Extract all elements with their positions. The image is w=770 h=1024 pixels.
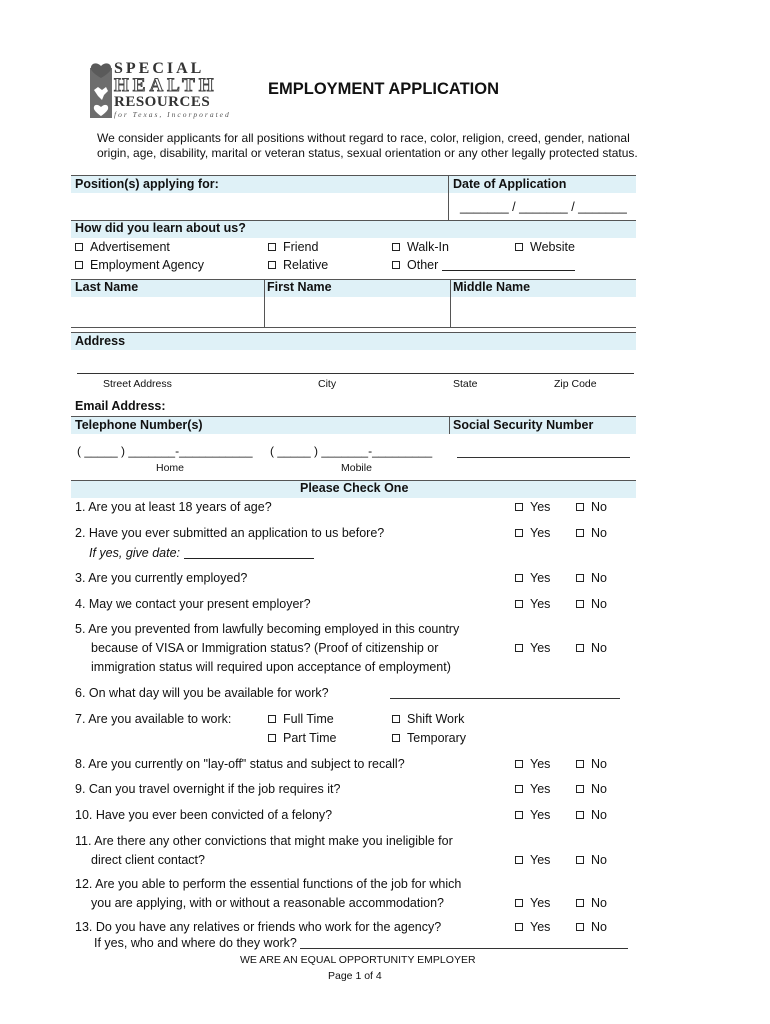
option-advertisement[interactable]: Advertisement	[75, 240, 170, 254]
q3-no[interactable]: No	[576, 571, 607, 585]
q2-yes[interactable]: Yes	[515, 526, 550, 540]
checkbox[interactable]	[515, 529, 523, 537]
middle-name-input[interactable]	[453, 298, 635, 326]
page-number: Page 1 of 4	[328, 970, 382, 982]
q4-no[interactable]: No	[576, 597, 607, 611]
q13-no[interactable]: No	[576, 920, 607, 934]
question-8: 8. Are you currently on "lay-off" status and subject to recall?	[75, 757, 405, 771]
checkbox[interactable]	[576, 811, 584, 819]
q9-no[interactable]: No	[576, 782, 607, 796]
question-3: 3. Are you currently employed?	[75, 571, 248, 585]
q12-no[interactable]: No	[576, 896, 607, 910]
address-line[interactable]	[77, 373, 634, 374]
home-caption: Home	[156, 462, 185, 474]
checkbox[interactable]	[515, 600, 523, 608]
q7-shift-work[interactable]: Shift Work	[392, 712, 464, 726]
city-caption: City	[318, 378, 337, 390]
learn-label: How did you learn about us?	[75, 221, 246, 235]
question-4: 4. May we contact your present employer?	[75, 597, 311, 611]
question-13-line-1: 13. Do you have any relatives or friends who work for the agency?	[75, 920, 442, 934]
email-label: Email Address:	[75, 399, 166, 413]
question-2: 2. Have you ever submitted an application to us before?	[75, 526, 385, 540]
q6-blank[interactable]	[390, 698, 620, 699]
first-name-input[interactable]	[267, 298, 448, 326]
street-address-caption: Street Address	[103, 378, 172, 390]
option-employment-agency[interactable]: Employment Agency	[75, 258, 204, 272]
ssn-label: Social Security Number	[453, 418, 594, 432]
ssn-line[interactable]	[457, 457, 630, 458]
checkbox[interactable]	[515, 760, 523, 768]
position-input[interactable]	[72, 193, 444, 219]
address-label: Address	[75, 334, 126, 348]
position-divider	[448, 175, 449, 220]
middle-name-label: Middle Name	[453, 280, 531, 294]
checkbox[interactable]	[515, 574, 523, 582]
checkbox[interactable]	[268, 243, 276, 251]
mobile-phone-blank[interactable]: ( _____ ) _______-_________	[270, 444, 433, 458]
option-website[interactable]: Website	[515, 240, 575, 254]
q5-yes[interactable]: Yes	[515, 641, 550, 655]
q3-yes[interactable]: Yes	[515, 571, 550, 585]
checkbox[interactable]	[515, 243, 523, 251]
checkbox[interactable]	[75, 261, 83, 269]
q7-full-time[interactable]: Full Time	[268, 712, 334, 726]
question-7: 7. Are you available to work:	[75, 712, 232, 726]
q11-yes[interactable]: Yes	[515, 853, 550, 867]
q12-yes[interactable]: Yes	[515, 896, 550, 910]
q1-no[interactable]: No	[576, 500, 607, 514]
q13-blank[interactable]	[300, 948, 628, 949]
question-10: 10. Have you ever been convicted of a felony?	[75, 808, 333, 822]
name-divider-2	[450, 279, 451, 327]
other-blank[interactable]	[442, 258, 575, 271]
checkbox[interactable]	[392, 261, 400, 269]
position-label: Position(s) applying for:	[75, 177, 219, 191]
question-1: 1. Are you at least 18 years of age?	[75, 500, 272, 514]
option-other[interactable]: Other	[392, 258, 575, 272]
question-6: 6. On what day will you be available for work?	[75, 686, 329, 700]
q9-yes[interactable]: Yes	[515, 782, 550, 796]
q7-part-time[interactable]: Part Time	[268, 731, 337, 745]
checkbox[interactable]	[75, 243, 83, 251]
question-5-line-1: 5. Are you prevented from lawfully becoming employed in this country	[75, 622, 460, 636]
telephone-label: Telephone Number(s)	[75, 418, 203, 432]
checkbox[interactable]	[392, 715, 400, 723]
question-2-followup: If yes, give date:	[89, 546, 314, 560]
checkbox[interactable]	[268, 734, 276, 742]
q7-temporary[interactable]: Temporary	[392, 731, 466, 745]
checkbox[interactable]	[576, 760, 584, 768]
q8-no[interactable]: No	[576, 757, 607, 771]
date-label: Date of Application	[453, 177, 567, 191]
q10-yes[interactable]: Yes	[515, 808, 550, 822]
phone-divider	[449, 416, 450, 434]
question-11-line-1: 11. Are there any other convictions that might make you ineligible for	[75, 834, 453, 848]
q2-no[interactable]: No	[576, 526, 607, 540]
name-divider-1	[264, 279, 265, 327]
checkbox[interactable]	[576, 644, 584, 652]
checkbox[interactable]	[576, 923, 584, 931]
checkbox[interactable]	[515, 811, 523, 819]
checkbox[interactable]	[576, 856, 584, 864]
names-band	[71, 279, 636, 297]
checkbox[interactable]	[515, 644, 523, 652]
question-12-line-2: you are applying, with or without a reasonable accommodation?	[91, 896, 444, 910]
option-relative[interactable]: Relative	[268, 258, 328, 272]
question-13-line-2: If yes, who and where do they work?	[94, 936, 297, 950]
checkbox[interactable]	[392, 734, 400, 742]
checkbox[interactable]	[576, 574, 584, 582]
q1-yes[interactable]: Yes	[515, 500, 550, 514]
last-name-input[interactable]	[73, 298, 262, 326]
state-caption: State	[453, 378, 478, 390]
checkbox[interactable]	[515, 785, 523, 793]
checkbox[interactable]	[576, 785, 584, 793]
logo-line-special: SPECIAL	[114, 60, 205, 77]
checkbox[interactable]	[515, 899, 523, 907]
q5-no[interactable]: No	[576, 641, 607, 655]
q10-no[interactable]: No	[576, 808, 607, 822]
checkbox[interactable]	[515, 923, 523, 931]
date-blank[interactable]: _______ / _______ / _______	[460, 200, 627, 214]
q13-yes[interactable]: Yes	[515, 920, 550, 934]
question-11-line-2: direct client contact?	[91, 853, 205, 867]
address-band	[71, 332, 636, 350]
question-5-line-2: because of VISA or Immigration status? (Proof of citizenship or	[91, 641, 439, 655]
checkbox[interactable]	[268, 715, 276, 723]
question-9: 9. Can you travel overnight if the job requires it?	[75, 782, 341, 796]
q8-yes[interactable]: Yes	[515, 757, 550, 771]
company-logo	[88, 60, 231, 120]
eoe-statement: WE ARE AN EQUAL OPPORTUNITY EMPLOYER	[240, 954, 476, 966]
checkbox[interactable]	[576, 503, 584, 511]
intro-line-1: We consider applicants for all positions without regard to race, color, religion, creed, gender, national	[97, 131, 630, 145]
intro-line-2: origin, age, disability, marital or veteran status, sexual orientation or any other legally protected status.	[97, 146, 638, 160]
zip-caption: Zip Code	[554, 378, 597, 390]
last-name-label: Last Name	[75, 280, 139, 294]
checkbox[interactable]	[576, 899, 584, 907]
checkbox[interactable]	[392, 243, 400, 251]
logo-line-health: HEALTH	[114, 75, 218, 96]
names-bottom-rule	[71, 327, 636, 328]
option-walkin[interactable]: Walk-In	[392, 240, 449, 254]
q11-no[interactable]: No	[576, 853, 607, 867]
checkbox[interactable]	[515, 503, 523, 511]
check-header: Please Check One	[300, 481, 409, 495]
question-5-line-3: immigration status will required upon acceptance of employment)	[91, 660, 451, 674]
mobile-caption: Mobile	[341, 462, 372, 474]
q2-date-blank[interactable]	[184, 546, 314, 559]
logo-tagline: for Texas, Incorporated	[114, 110, 231, 119]
home-phone-blank[interactable]: ( _____ ) _______-___________	[77, 444, 253, 458]
checkbox[interactable]	[576, 600, 584, 608]
q4-yes[interactable]: Yes	[515, 597, 550, 611]
question-12-line-1: 12. Are you able to perform the essential functions of the job for which	[75, 877, 462, 891]
checkbox[interactable]	[268, 261, 276, 269]
checkbox[interactable]	[515, 856, 523, 864]
logo-line-resources: RESOURCES	[114, 94, 211, 110]
checkbox[interactable]	[576, 529, 584, 537]
first-name-label: First Name	[267, 280, 332, 294]
option-friend[interactable]: Friend	[268, 240, 318, 254]
page-title: EMPLOYMENT APPLICATION	[268, 80, 499, 98]
